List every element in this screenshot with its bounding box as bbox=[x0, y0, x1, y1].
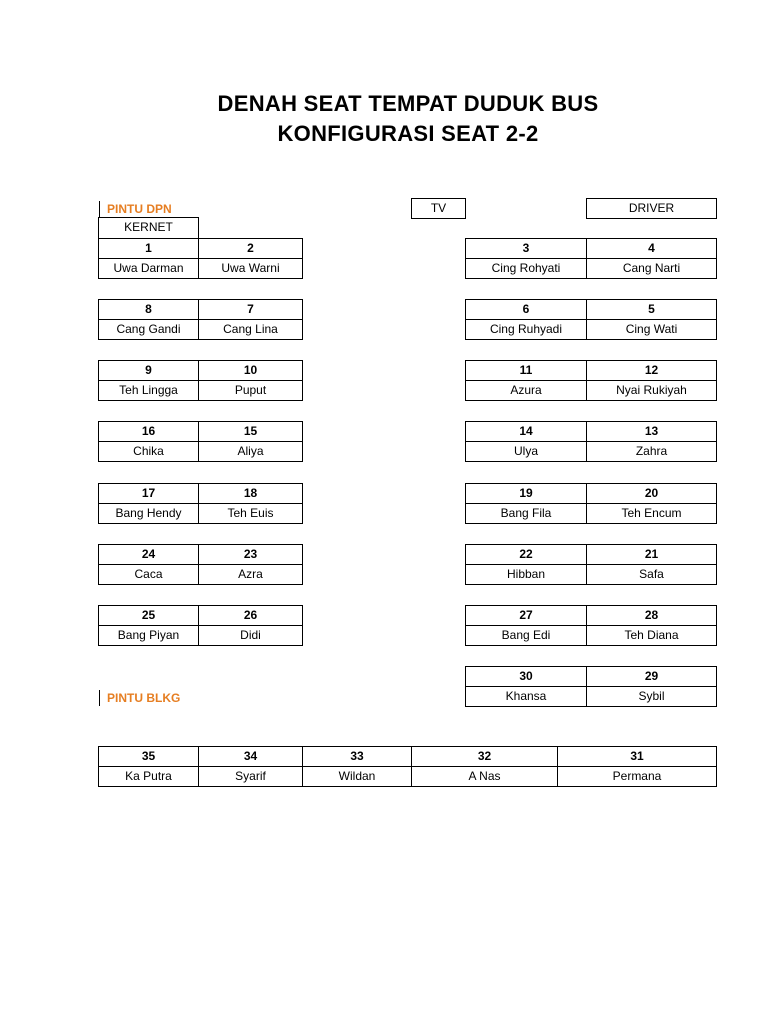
back-seat-number: 33 bbox=[302, 746, 412, 767]
passenger-name: Bang Piyan bbox=[98, 625, 199, 646]
passenger-name: Bang Hendy bbox=[98, 503, 199, 524]
seat-number: 2 bbox=[198, 238, 303, 259]
passenger-name: Caca bbox=[98, 564, 199, 585]
back-seat-number: 34 bbox=[198, 746, 303, 767]
tv-box: TV bbox=[411, 198, 466, 219]
seat-number: 29 bbox=[586, 666, 717, 687]
back-seat-number: 32 bbox=[411, 746, 558, 767]
passenger-name: Azra bbox=[198, 564, 303, 585]
back-passenger-name: Wildan bbox=[302, 766, 412, 787]
passenger-name: Bang Edi bbox=[465, 625, 587, 646]
rear-door-label: PINTU BLKG bbox=[99, 690, 180, 706]
seat-number: 5 bbox=[586, 299, 717, 320]
passenger-name: Teh Encum bbox=[586, 503, 717, 524]
seat-number: 7 bbox=[198, 299, 303, 320]
passenger-name: Aliya bbox=[198, 441, 303, 462]
driver-seat: DRIVER bbox=[586, 198, 717, 219]
passenger-name: Hibban bbox=[465, 564, 587, 585]
passenger-name: Cing Ruhyadi bbox=[465, 319, 587, 340]
seat-number: 30 bbox=[465, 666, 587, 687]
seat-number: 19 bbox=[465, 483, 587, 504]
back-seat-number: 31 bbox=[557, 746, 717, 767]
seat-number: 28 bbox=[586, 605, 717, 626]
seat-number: 18 bbox=[198, 483, 303, 504]
back-passenger-name: Syarif bbox=[198, 766, 303, 787]
back-seat-number: 35 bbox=[98, 746, 199, 767]
seat-number: 25 bbox=[98, 605, 199, 626]
page-title: DENAH SEAT TEMPAT DUDUK BUS bbox=[217, 91, 599, 116]
seat-number: 17 bbox=[98, 483, 199, 504]
back-passenger-name: A Nas bbox=[411, 766, 558, 787]
back-passenger-name: Permana bbox=[557, 766, 717, 787]
seat-number: 3 bbox=[465, 238, 587, 259]
passenger-name: Cang Narti bbox=[586, 258, 717, 279]
seat-number: 27 bbox=[465, 605, 587, 626]
passenger-name: Teh Diana bbox=[586, 625, 717, 646]
passenger-name: Ulya bbox=[465, 441, 587, 462]
passenger-name: Cing Wati bbox=[586, 319, 717, 340]
front-door-label: PINTU DPN bbox=[99, 201, 172, 217]
seat-number: 23 bbox=[198, 544, 303, 565]
seat-number: 12 bbox=[586, 360, 717, 381]
passenger-name: Didi bbox=[198, 625, 303, 646]
seat-number: 16 bbox=[98, 421, 199, 442]
page-subtitle: KONFIGURASI SEAT 2-2 bbox=[277, 121, 539, 146]
seat-number: 22 bbox=[465, 544, 587, 565]
seat-number: 20 bbox=[586, 483, 717, 504]
seat-number: 13 bbox=[586, 421, 717, 442]
seat-number: 10 bbox=[198, 360, 303, 381]
passenger-name: Chika bbox=[98, 441, 199, 462]
passenger-name: Bang Fila bbox=[465, 503, 587, 524]
seat-number: 8 bbox=[98, 299, 199, 320]
seat-number: 9 bbox=[98, 360, 199, 381]
seat-number: 14 bbox=[465, 421, 587, 442]
passenger-name: Safa bbox=[586, 564, 717, 585]
passenger-name: Nyai Rukiyah bbox=[586, 380, 717, 401]
seat-number: 4 bbox=[586, 238, 717, 259]
passenger-name: Cing Rohyati bbox=[465, 258, 587, 279]
passenger-name: Uwa Warni bbox=[198, 258, 303, 279]
seat-number: 24 bbox=[98, 544, 199, 565]
passenger-name: Puput bbox=[198, 380, 303, 401]
back-passenger-name: Ka Putra bbox=[98, 766, 199, 787]
passenger-name: Zahra bbox=[586, 441, 717, 462]
passenger-name: Uwa Darman bbox=[98, 258, 199, 279]
kernet-seat: KERNET bbox=[98, 217, 199, 238]
seat-number: 6 bbox=[465, 299, 587, 320]
passenger-name: Teh Lingga bbox=[98, 380, 199, 401]
passenger-name: Teh Euis bbox=[198, 503, 303, 524]
seat-number: 15 bbox=[198, 421, 303, 442]
passenger-name: Cang Lina bbox=[198, 319, 303, 340]
passenger-name: Sybil bbox=[586, 686, 717, 707]
passenger-name: Azura bbox=[465, 380, 587, 401]
seat-number: 11 bbox=[465, 360, 587, 381]
passenger-name: Cang Gandi bbox=[98, 319, 199, 340]
passenger-name: Khansa bbox=[465, 686, 587, 707]
seat-number: 1 bbox=[98, 238, 199, 259]
seat-number: 21 bbox=[586, 544, 717, 565]
seat-number: 26 bbox=[198, 605, 303, 626]
